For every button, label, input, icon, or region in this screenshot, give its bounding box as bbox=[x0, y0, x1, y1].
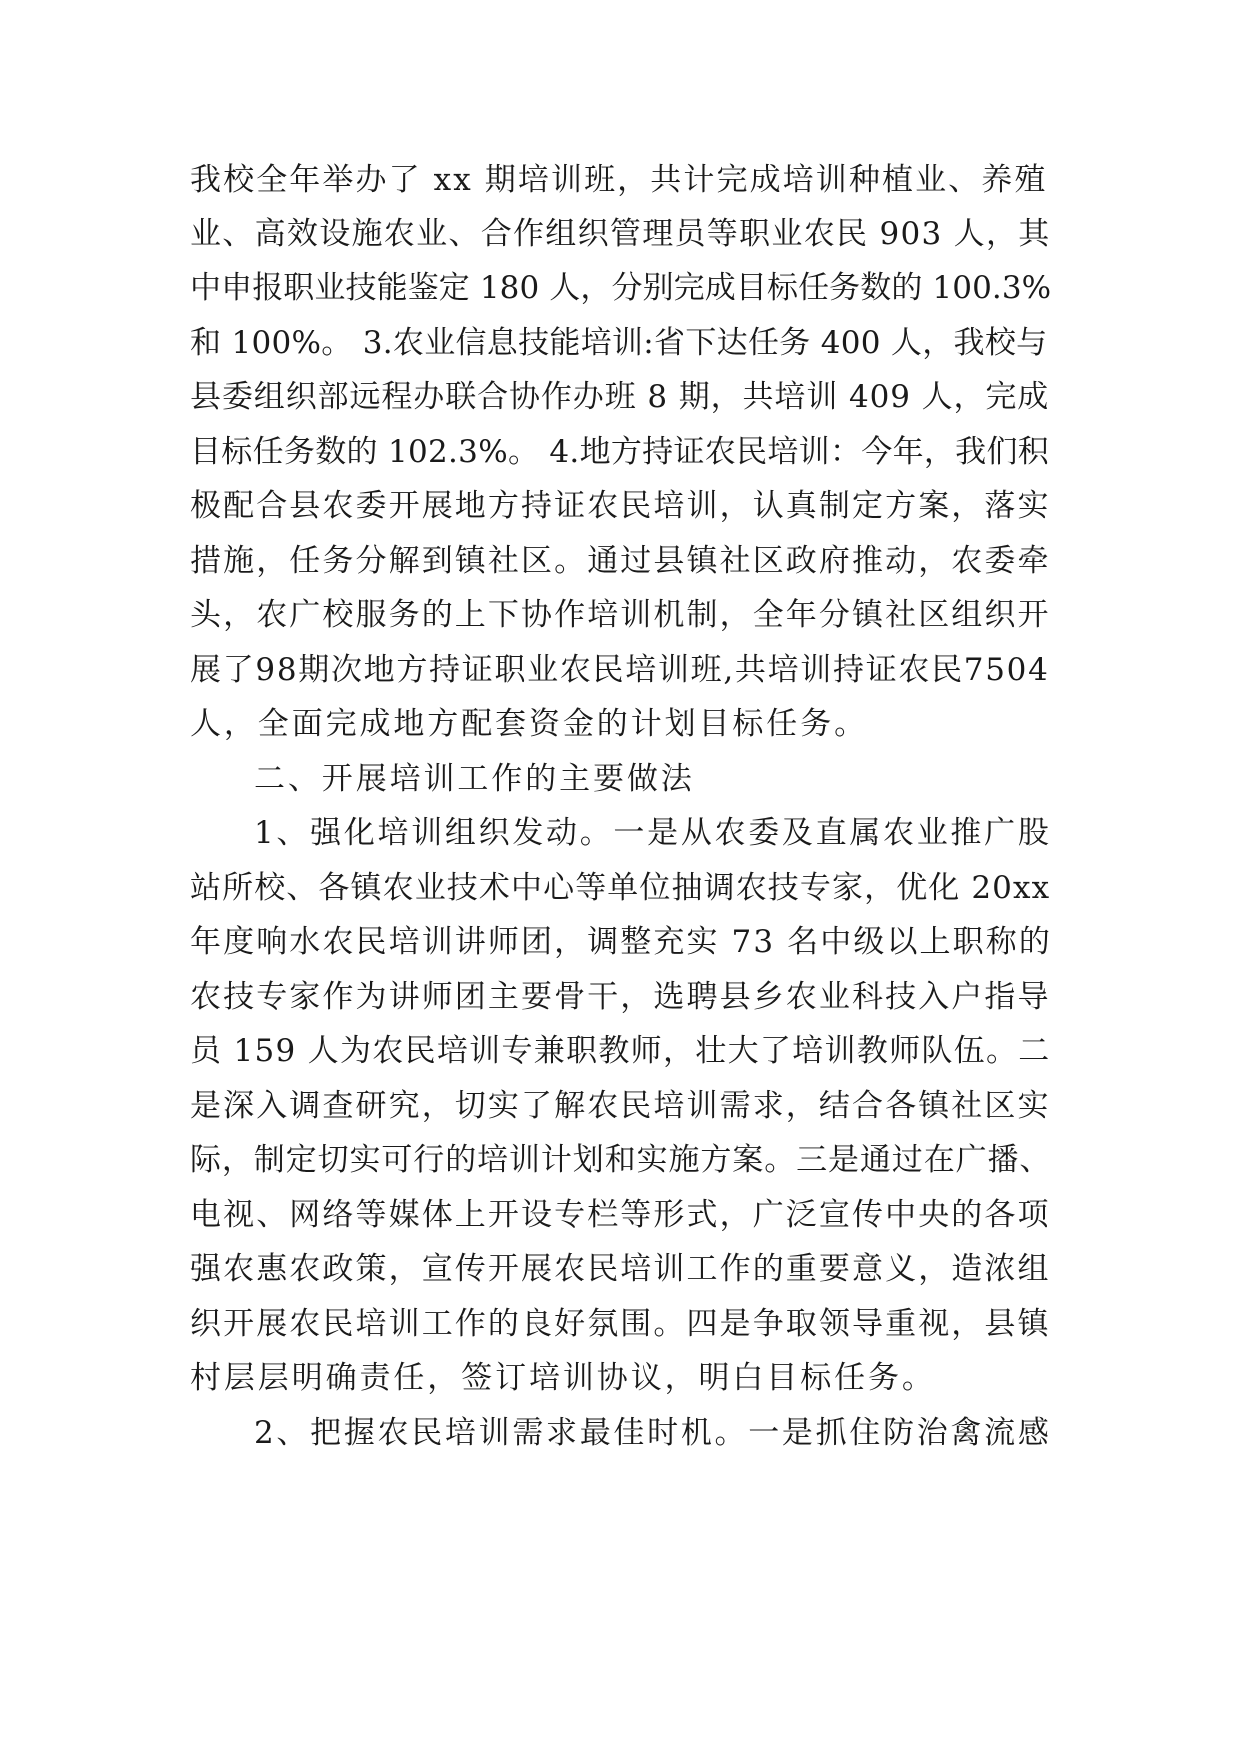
text-line: 是深入调查研究，切实了解农民培训需求，结合各镇社区实 bbox=[190, 1088, 1051, 1124]
text-line: 际，制定切实可行的培训计划和实施方案。三是通过在广播、 bbox=[190, 1142, 1052, 1178]
text-line: 业、高效设施农业、合作组织管理员等职业农民 903 人，其 bbox=[190, 216, 1051, 252]
text-line: 站所校、各镇农业技术中心等单位抽调农技专家，优化 20xx bbox=[190, 870, 1051, 906]
text-line: 织开展农民培训工作的良好氛围。四是争取领导重视，县镇 bbox=[190, 1306, 1051, 1342]
paragraph-start: 2、把握农民培训需求最佳时机。一是抓住防治禽流感 bbox=[254, 1415, 1052, 1451]
paragraph-start: 1、强化培训组织发动。一是从农委及直属农业推广股 bbox=[254, 815, 1052, 851]
text-line: 电视、网络等媒体上开设专栏等形式，广泛宣传中央的各项 bbox=[190, 1197, 1051, 1233]
text-line: 县委组织部远程办联合协作办班 8 期，共培训 409 人，完成 bbox=[190, 379, 1050, 415]
text-line: 我校全年举办了 xx 期培训班，共计完成培训种植业、养殖 bbox=[190, 162, 1048, 198]
text-line: 村层层明确责任，签订培训协议，明白目标任务。 bbox=[190, 1360, 936, 1396]
text-line: 农技专家作为讲师团主要骨干，选聘县乡农业科技入户指导 bbox=[190, 979, 1051, 1015]
text-line: 措施，任务分解到镇社区。通过县镇社区政府推动，农委牵 bbox=[190, 543, 1051, 579]
text-line: 中申报职业技能鉴定 180 人，分别完成目标任务数的 100.3% bbox=[190, 270, 1052, 306]
text-line: 员 159 人为农民培训专兼职教师，壮大了培训教师队伍。二 bbox=[190, 1033, 1051, 1069]
text-line: 展了98期次地方持证职业农民培训班,共培训持证农民7504 bbox=[190, 652, 1050, 688]
text-line: 年度响水农民培训讲师团，调整充实 73 名中级以上职称的 bbox=[190, 924, 1052, 960]
text-line: 极配合县农委开展地方持证农民培训，认真制定方案，落实 bbox=[190, 488, 1051, 524]
text-line: 和 100%。 3.农业信息技能培训:省下达任务 400 人，我校与 bbox=[190, 325, 1048, 361]
text-line: 头，农广校服务的上下协作培训机制，全年分镇社区组织开 bbox=[190, 597, 1051, 633]
text-line: 目标任务数的 102.3%。 4.地方持证农民培训：今年，我们积 bbox=[190, 434, 1050, 470]
text-line: 强农惠农政策，宣传开展农民培训工作的重要意义，造浓组 bbox=[190, 1251, 1051, 1287]
text-line: 人，全面完成地方配套资金的计划目标任务。 bbox=[190, 706, 868, 742]
section-heading: 二、开展培训工作的主要做法 bbox=[254, 761, 695, 797]
